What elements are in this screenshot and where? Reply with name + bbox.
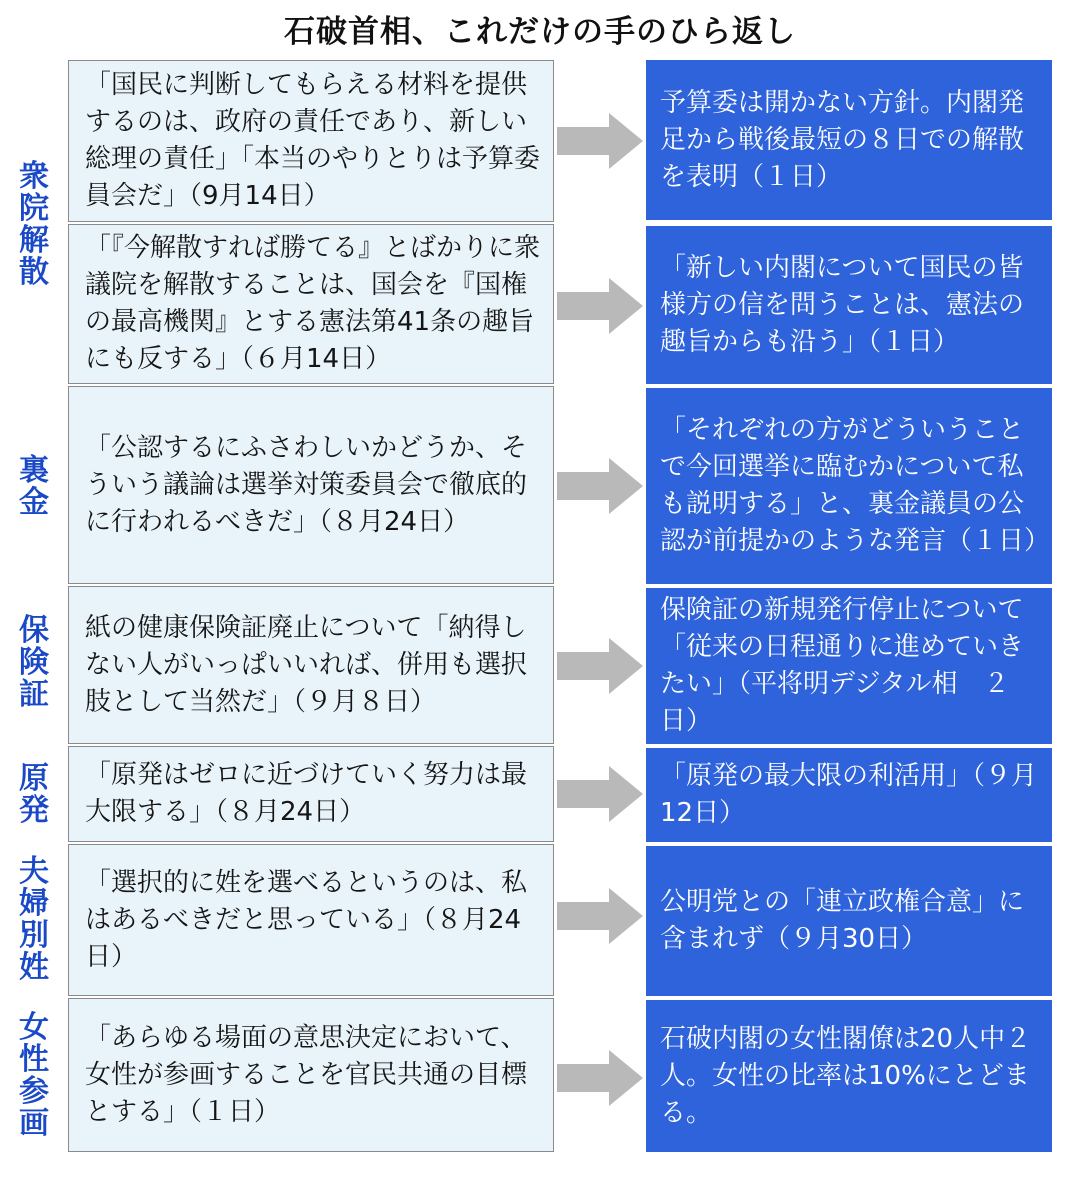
category-char: 姓 xyxy=(19,950,49,985)
statement-before-text: 「国民に判断してもらえる材料を提供するのは、政府の責任であり、新しい総理の責任」「本当のやりとりは予算委員会だ」（9月14日） xyxy=(85,70,541,211)
category-char: 証 xyxy=(19,677,49,712)
category-label-genpatsu xyxy=(8,758,60,832)
category-char: 険 xyxy=(19,645,49,680)
statement-after xyxy=(646,226,1052,384)
statement-before xyxy=(68,998,554,1152)
category-char: 裏 xyxy=(19,453,49,488)
statement-after xyxy=(646,588,1052,744)
right-arrow-icon xyxy=(557,638,643,694)
statement-after xyxy=(646,60,1052,220)
category-char: 原 xyxy=(19,761,49,796)
statement-after xyxy=(646,748,1052,842)
statement-before xyxy=(68,586,554,744)
statement-after-text: 「原発の最大限の利活用」（９月12日） xyxy=(660,761,1038,828)
statement-before xyxy=(68,224,554,384)
statement-before-text: 「原発はゼロに近づけていく努力は最大限する」（８月24日） xyxy=(85,760,528,827)
right-arrow-icon xyxy=(557,766,643,822)
category-char: 画 xyxy=(19,1106,49,1141)
right-arrow-icon xyxy=(557,1050,643,1106)
category-char: 婦 xyxy=(19,886,49,921)
category-char: 女 xyxy=(19,1010,49,1045)
category-char: 性 xyxy=(19,1042,49,1077)
statement-before xyxy=(68,746,554,842)
statement-after-text: 予算委は開かない方針。内閣発足から戦後最短の８日での解散を表明（１日） xyxy=(660,87,1025,192)
statement-before-text: 「あらゆる場面の意思決定において、女性が参画することを官民共通の目標とする」（１日） xyxy=(85,1022,528,1127)
statement-before-text: 「『今解散すれば勝てる』とばかりに衆議院を解散することは、国会を『国権の最高機関』とする憲法第41条の趣旨にも反する」（６月14日） xyxy=(85,233,541,374)
statement-after xyxy=(646,1000,1052,1152)
statement-before xyxy=(68,386,554,584)
right-arrow-icon xyxy=(557,458,643,514)
category-char: 保 xyxy=(19,613,49,648)
statement-after-text: 石破内閣の女性閣僚は20人中２人。女性の比率は10%にとどまる。 xyxy=(660,1023,1032,1128)
category-char: 夫 xyxy=(19,854,49,889)
right-arrow-icon xyxy=(557,113,643,169)
category-char: 院 xyxy=(19,191,49,226)
category-char: 散 xyxy=(19,255,49,290)
category-char: 解 xyxy=(19,223,49,258)
category-char: 参 xyxy=(19,1074,49,1109)
statement-after-text: 「新しい内閣について国民の皆様方の信を問うことは、憲法の趣旨からも沿う」（１日） xyxy=(660,252,1025,357)
category-char: 金 xyxy=(19,485,49,520)
statement-before-text: 「選択的に姓を選べるというのは、私はあるべきだと思っている」（８月24日） xyxy=(85,867,528,972)
statement-after xyxy=(646,846,1052,996)
category-char: 衆 xyxy=(19,159,49,194)
statement-before-text: 「公認するにふさわしいかどうか、そういう議論は選挙対策委員会で徹底的に行われるべきだ」（８月24日） xyxy=(85,432,528,537)
statement-before xyxy=(68,60,554,222)
statement-after-text: 公明党との「連立政権合意」に含まれず（９月30日） xyxy=(660,887,1025,954)
category-label-joseisankaku xyxy=(8,1008,60,1144)
category-label-fufubessei xyxy=(8,852,60,988)
category-char: 別 xyxy=(19,918,49,953)
statement-after-text: 保険証の新規発行停止について「従来の日程通りに進めていきたい」（平将明デジタル相 ２日） xyxy=(660,595,1025,736)
category-label-hokensho xyxy=(8,610,60,716)
statement-after xyxy=(646,388,1052,584)
category-char: 発 xyxy=(19,793,49,828)
category-label-kaisan xyxy=(8,150,60,300)
statement-before-text: 紙の健康保険証廃止について「納得しない人がいっぱいいれば、併用も選択肢として当然だ」（９月８日） xyxy=(85,612,528,717)
category-label-uragane xyxy=(8,450,60,524)
right-arrow-icon xyxy=(557,278,643,334)
statement-after-text: 「それぞれの方がどういうことで今回選挙に臨むかについて私も説明する」と、裏金議員の公認が前提かのような発言（１日） xyxy=(660,415,1051,556)
page-title: 石破首相、これだけの手のひら返し xyxy=(284,14,796,50)
statement-before xyxy=(68,844,554,996)
right-arrow-icon xyxy=(557,888,643,944)
